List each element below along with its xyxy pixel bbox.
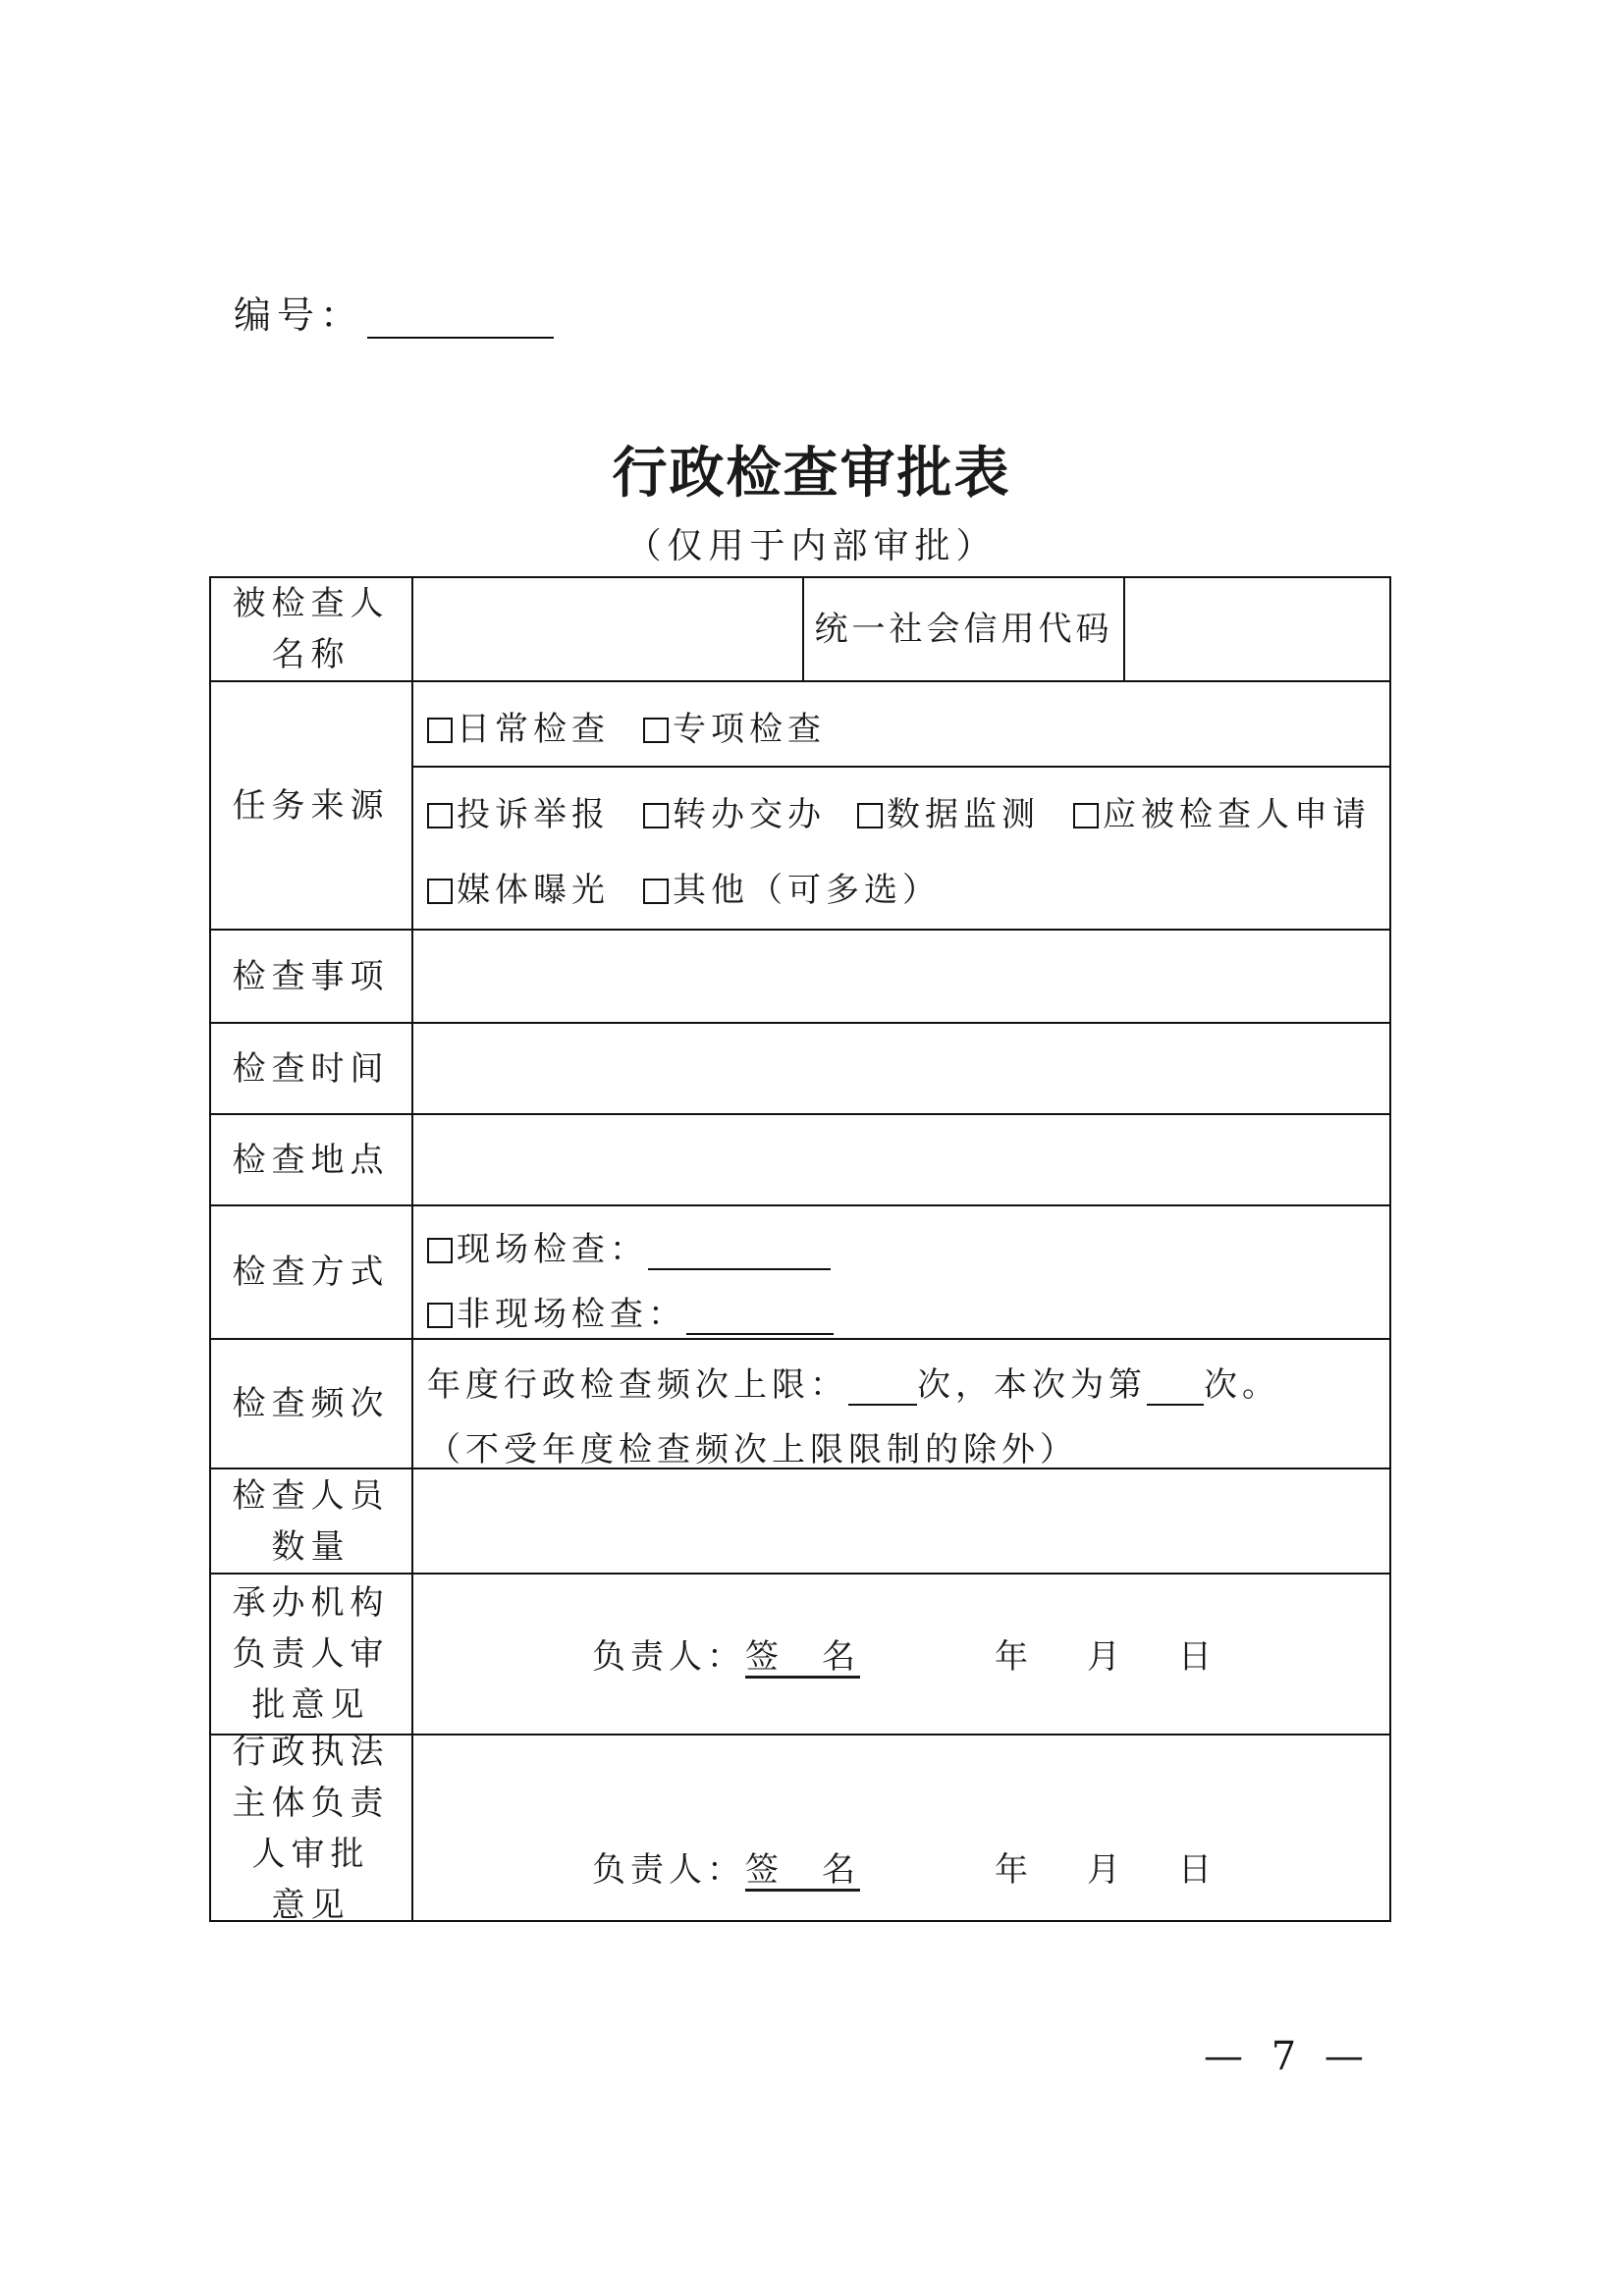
serial-blank[interactable] (367, 301, 554, 339)
checkbox-complaint[interactable] (427, 803, 453, 828)
onsite-blank[interactable] (648, 1239, 831, 1270)
credit-code-label: 统一社会信用代码 (814, 609, 1113, 649)
inspection-time-label: 检查时间 (232, 1048, 390, 1089)
signature-placeholder[interactable]: 签 名 (745, 1850, 860, 1890)
inspection-item-field[interactable] (412, 930, 1391, 1023)
inspection-item-label: 检查事项 (232, 956, 390, 996)
subject-approval-signature[interactable]: 负责人：签 名 (592, 1850, 860, 1890)
option-transfer[interactable]: 转办交办 (643, 787, 826, 835)
option-daily[interactable]: 日常检查 (427, 702, 610, 750)
checkbox-monitor[interactable] (857, 803, 883, 828)
checkbox-daily[interactable] (427, 718, 453, 743)
approval-form-table (209, 576, 1391, 1925)
checkbox-onsite[interactable] (427, 1238, 453, 1263)
checkbox-media[interactable] (427, 879, 453, 904)
subject-approval-year: 年 (995, 1850, 1033, 1890)
checkbox-transfer[interactable] (643, 803, 669, 828)
inspected-name-label-line1: 被检查人 (232, 583, 390, 623)
option-monitor[interactable]: 数据监测 (857, 787, 1040, 835)
serial-label: 编号： (234, 294, 364, 337)
checkbox-special[interactable] (643, 718, 669, 743)
org-approval-day: 日 (1178, 1637, 1217, 1677)
org-approval-year: 年 (995, 1637, 1033, 1677)
checkbox-offsite[interactable] (427, 1303, 453, 1328)
frequency-line: 年度行政检查频次上限： 次，本次为第 次。 (427, 1365, 1280, 1405)
org-approval-month: 月 (1087, 1637, 1125, 1677)
frequency-current-blank[interactable] (1147, 1374, 1204, 1406)
page-number: — 7 — (1204, 2034, 1372, 2079)
inspection-frequency-label: 检查频次 (232, 1384, 390, 1423)
credit-code-field[interactable] (1124, 576, 1391, 681)
option-request[interactable]: 应被检查人申请 (1073, 787, 1371, 835)
inspection-time-field[interactable] (412, 1023, 1391, 1114)
option-media[interactable]: 媒体曝光 (427, 863, 610, 911)
inspected-name-field[interactable] (412, 576, 803, 681)
option-other[interactable]: 其他（可多选） (643, 863, 941, 911)
form-title: 行政检查审批表 (612, 441, 1011, 506)
inspection-place-label: 检查地点 (232, 1140, 390, 1180)
org-approval-signature[interactable]: 负责人：签 名 (592, 1637, 860, 1677)
frequency-note: （不受年度检查频次上限限制的除外） (427, 1430, 1078, 1469)
staff-count-label: 检查人员 数量 (232, 1475, 390, 1567)
subject-approval-label: 行政执法 主体负责 人审批 意见 (232, 1732, 390, 1925)
subject-approval-month: 月 (1087, 1850, 1125, 1890)
inspected-name-label (209, 576, 412, 681)
checkbox-other[interactable] (643, 879, 669, 904)
option-offsite[interactable]: 非现场检查： (427, 1287, 834, 1335)
inspected-name-label-line2: 名称 (271, 634, 351, 674)
org-approval-label: 承办机构 负责人审 批意见 (232, 1583, 390, 1725)
form-subtitle: （仅用于内部审批） (625, 526, 998, 566)
staff-count-field[interactable] (412, 1468, 1391, 1574)
signature-placeholder[interactable]: 签 名 (745, 1637, 860, 1677)
inspection-method-label: 检查方式 (232, 1253, 390, 1292)
subject-approval-day: 日 (1178, 1850, 1217, 1890)
offsite-blank[interactable] (686, 1304, 834, 1335)
task-source-label: 任务来源 (232, 785, 390, 826)
frequency-limit-blank[interactable] (848, 1374, 917, 1406)
option-complaint[interactable]: 投诉举报 (427, 787, 610, 835)
serial-number (234, 285, 554, 339)
inspection-place-field[interactable] (412, 1114, 1391, 1205)
checkbox-request[interactable] (1073, 803, 1099, 828)
option-special[interactable]: 专项检查 (643, 702, 826, 750)
option-onsite[interactable]: 现场检查： (427, 1222, 831, 1270)
